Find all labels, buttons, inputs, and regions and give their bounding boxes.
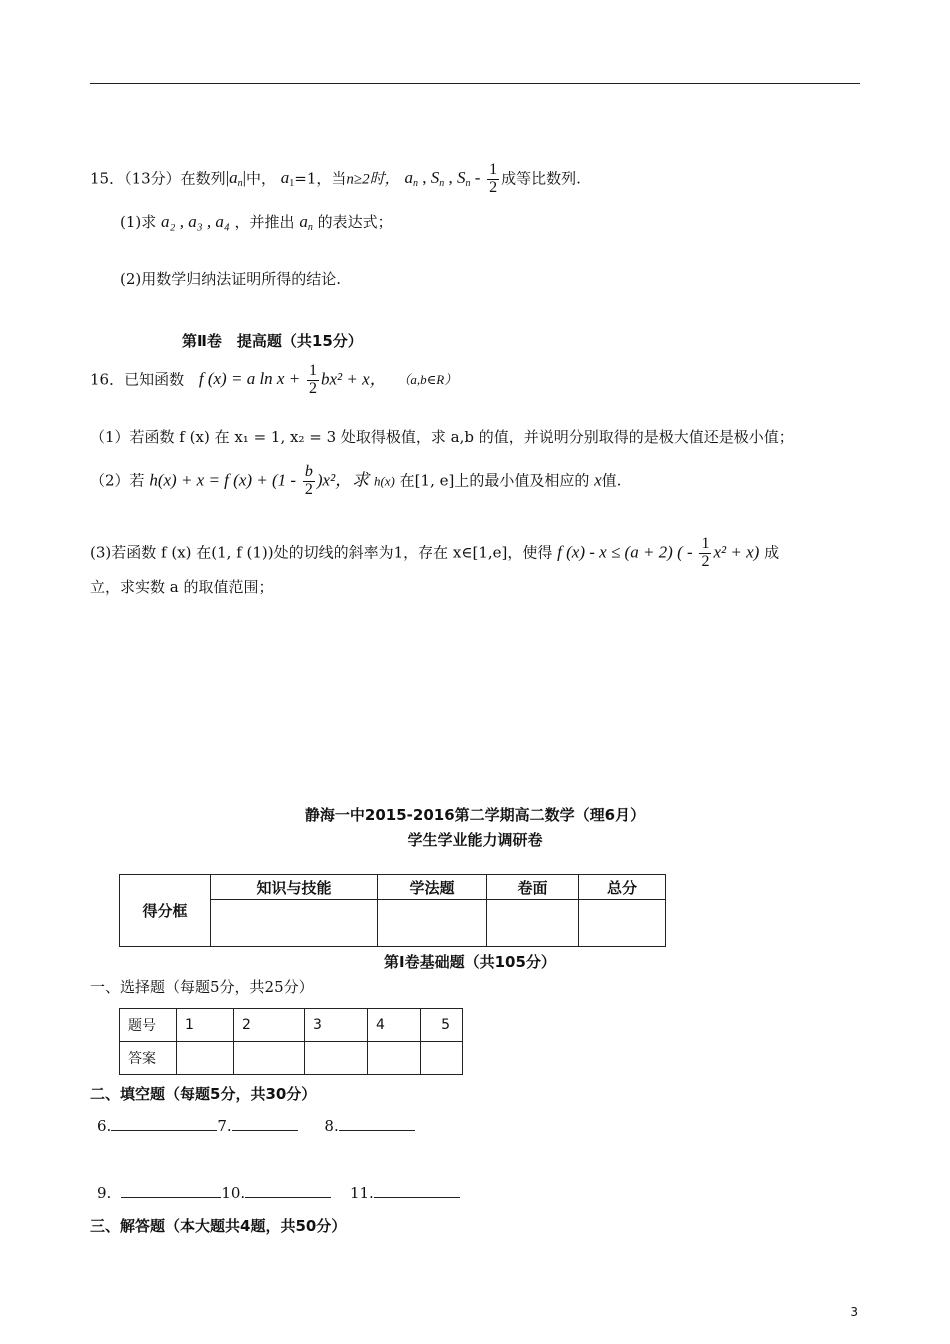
fill-blanks-row2 xyxy=(97,1183,460,1202)
q15-seq: a xyxy=(229,168,238,188)
score-row-label: 得分框 xyxy=(120,875,211,947)
score-cell-knowledge[interactable] xyxy=(211,900,378,947)
q15-part1: (1)求 a₂ , a₃ , a₄ ，并推出 $a_n$ 的表达式； xyxy=(120,212,393,233)
choice-answer-table xyxy=(119,1008,463,1075)
score-header-knowledge: 知识与技能 xyxy=(211,875,378,900)
blank-9[interactable] xyxy=(121,1183,221,1198)
score-cell-total[interactable] xyxy=(579,900,666,947)
score-cell-neatness[interactable] xyxy=(487,900,579,947)
q15-part2: (2)用数学归纳法证明所得的结论. xyxy=(120,270,342,288)
choice-section-title: 一、选择题（每题5分，共25分） xyxy=(90,978,314,996)
answer-sheet-title: 静海一中2015-2016第二学期高二数学（理6月） xyxy=(304,806,646,824)
q16-fx: f (x) = a ln x + xyxy=(198,369,301,389)
q16-part3: (3)若函数 f (x) 在(1, f (1))处的切线的斜率为1，存在 x∈[1,e]，使得 f (x) - x ≤ (a + 2) ( - $\frac{1}{2}$ x² + x) 成 xyxy=(90,535,780,570)
q15-part1-terms: a₂ , a₃ , a₄ xyxy=(161,212,230,231)
blank-label-10: 10. xyxy=(221,1184,246,1202)
blank-11[interactable] xyxy=(374,1183,460,1198)
blank-6[interactable] xyxy=(111,1116,217,1131)
fill-blanks-row1 xyxy=(97,1116,415,1135)
q15-mid: 中， xyxy=(246,169,277,188)
q15-tail: 成等比数列. xyxy=(501,169,581,188)
fill-section-title: 二、填空题（每题5分，共30分） xyxy=(90,1085,317,1103)
score-header-total: 总分 xyxy=(579,875,666,900)
q16-part1: （1）若函数 f (x) 在 x₁ = 1, x₂ = 3 处取得极值，求 a,b 的值，并说明分别取得的是极大值还是极小值； xyxy=(90,428,794,446)
q16-line1: 16．已知函数 f (x) = a ln x + $\frac{1}{2}$ bx² + x， （a,b∈R） xyxy=(90,362,458,397)
q15-n-cond: n≥2时， xyxy=(346,171,400,188)
q16-part3-line2: 立，求实数 a 的取值范围； xyxy=(90,578,274,596)
q15-half-fraction: $\frac{1}{2}$ xyxy=(489,161,498,196)
answer-sheet-subtitle: 学生学业能力调研卷 xyxy=(407,831,543,849)
choice-answer-5[interactable] xyxy=(421,1042,463,1075)
choice-number-3: 3 xyxy=(305,1009,368,1042)
blank-7[interactable] xyxy=(232,1116,298,1131)
part1-title: 第Ⅰ卷基础题（共105分） xyxy=(384,953,556,971)
choice-answer-4[interactable] xyxy=(368,1042,421,1075)
choice-number-1: 1 xyxy=(177,1009,234,1042)
q16-domain: （a,b∈R） xyxy=(397,372,458,388)
blank-8[interactable] xyxy=(339,1116,415,1131)
q15-lead: 15．（13分）在数列 xyxy=(90,169,226,188)
blank-label-6: 6. xyxy=(97,1117,112,1135)
q16-half-fraction: $\frac{1}{2}$ xyxy=(308,362,317,397)
solve-section-title: 三、解答题（本大题共4题，共50分） xyxy=(90,1217,347,1235)
blank-label-7: 7. xyxy=(217,1117,232,1135)
score-header-neatness: 卷面 xyxy=(487,875,579,900)
q16-p3-half-fraction: $\frac{1}{2}$ xyxy=(701,535,710,570)
header-rule xyxy=(90,83,860,84)
choice-row-label-answer: 答案 xyxy=(120,1042,177,1075)
score-header-method: 学法题 xyxy=(378,875,487,900)
blank-label-8: 8. xyxy=(324,1117,339,1135)
score-table xyxy=(119,874,666,947)
q15-a1: =1，当 xyxy=(294,169,347,188)
page-number: 3 xyxy=(850,1305,858,1319)
choice-number-4: 4 xyxy=(368,1009,421,1042)
q16-part2: （2）若 h(x) + x = f (x) + (1 - $\frac{b}{2}$ )x²，求 h(x) 在[1, e]上的最小值及相应的 x值. xyxy=(90,463,622,498)
section2-title: 第Ⅱ卷 提高题（共15分） xyxy=(182,332,363,350)
choice-answer-3[interactable] xyxy=(305,1042,368,1075)
blank-label-11: 11. xyxy=(349,1184,374,1202)
choice-answer-1[interactable] xyxy=(177,1042,234,1075)
blank-10[interactable] xyxy=(245,1183,331,1198)
blank-label-9: 9. xyxy=(97,1184,112,1202)
choice-answer-2[interactable] xyxy=(234,1042,305,1075)
score-cell-method[interactable] xyxy=(378,900,487,947)
choice-row-label-number: 题号 xyxy=(120,1009,177,1042)
q16-b-half-fraction: $\frac{b}{2}$ xyxy=(304,463,313,498)
choice-number-5: 5 xyxy=(421,1009,463,1042)
q15-line1: 15．（13分）在数列$|a_n|$中， $a_1=1$，当n≥2时， $a_n$ , $S_n$ , $S_n$ - $\frac{1}{2}$ 成等比数列. xyxy=(90,161,581,196)
choice-number-2: 2 xyxy=(234,1009,305,1042)
